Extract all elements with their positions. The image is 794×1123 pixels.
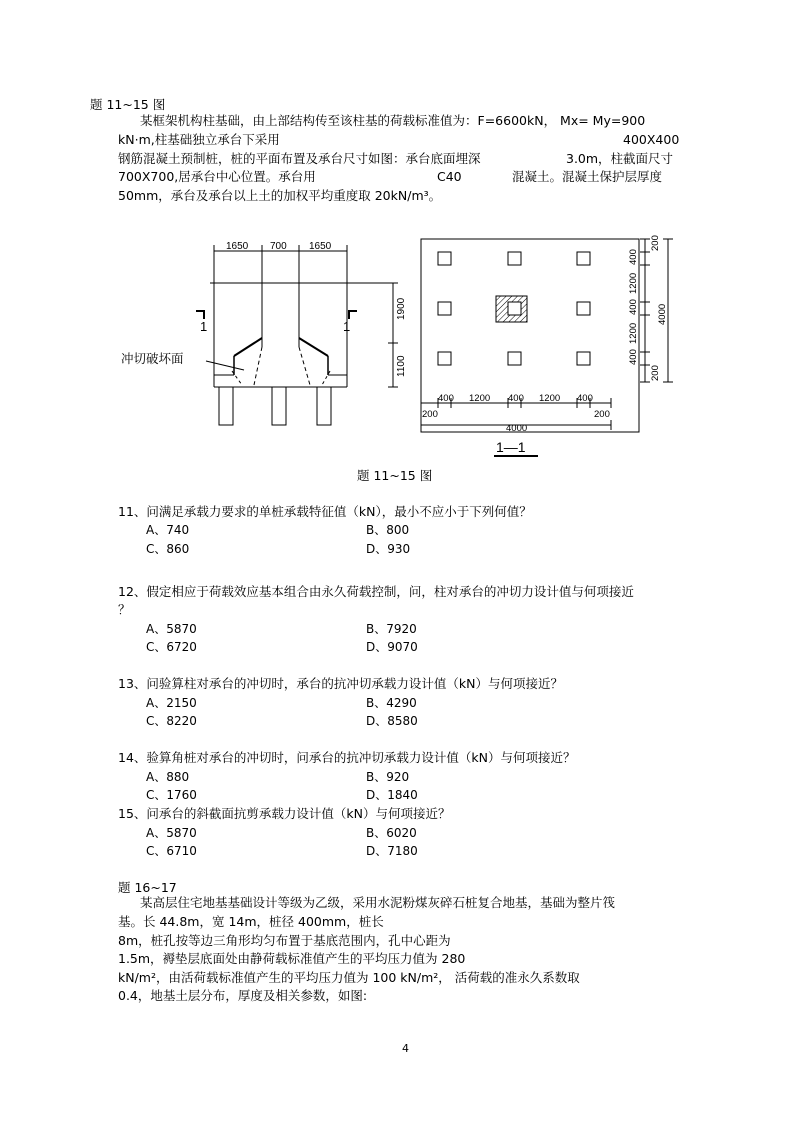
question-14-option-d: D、1840 [366, 788, 418, 802]
question-12-stem: 12、假定相应于荷载效应基本组合由永久荷载控制，问，柱对承台的冲切力设计值与何项接近 [118, 584, 634, 599]
pile-cap-figure [0, 225, 794, 495]
plan-section-label: 1—1 [496, 439, 526, 455]
question-15-option-b: B、6020 [366, 826, 417, 840]
question-15-option-d: D、7180 [366, 844, 418, 858]
plan-dim-right-4: 400 [628, 299, 639, 315]
section1-line-3: 钢筋混凝土预制桩，桩的平面布置及承台尺寸如图：承台底面埋深 [118, 151, 481, 166]
question-15-option-a: A、5870 [146, 826, 197, 840]
question-15-stem: 15、问承台的斜截面抗剪承载力设计值（kN）与何项接近？ [118, 806, 451, 821]
plan-dim-bottom-2: 400 [438, 393, 454, 404]
section2-line-4: 1.5m，褥垫层底面处由静荷载标准值产生的平均压力值为 280 [118, 951, 466, 966]
question-11-option-a: A、740 [146, 523, 190, 537]
question-15-option-c: C、6710 [146, 844, 197, 858]
plan-total-bottom: 4000 [506, 423, 528, 434]
punching-failure-label: 冲切破坏面 [121, 352, 184, 366]
question-14-option-a: A、880 [146, 770, 190, 784]
elev-dim-1650-left: 1650 [226, 241, 249, 252]
question-14-option-c: C、1760 [146, 788, 197, 802]
question-12-stem-cont: ？ [118, 602, 131, 617]
plan-dim-bottom-3: 1200 [469, 393, 491, 404]
page-number: 4 [402, 1042, 409, 1055]
plan-dim-right-7: 200 [650, 365, 661, 381]
section1-line-4: 700X700,居承台中心位置。承台用 [118, 169, 316, 184]
plan-dim-bottom-4: 400 [508, 393, 524, 404]
section1-line-2b: 400X400 [623, 132, 680, 147]
question-12-option-d: D、9070 [366, 640, 418, 654]
figure-caption: 题 11~15 图 [357, 468, 433, 483]
plan-drawing [421, 239, 673, 456]
section1-line-5: 50mm，承台及承台以上土的加权平均重度取 20kN/m³。 [118, 188, 442, 203]
section1-line-4b: C40 [437, 169, 462, 184]
section2-line-6: 0.4，地基土层分布，厚度及相关参数，如图: [118, 988, 368, 1003]
section1-line-2: kN·m,柱基础独立承台下采用 [118, 132, 280, 147]
section1-line-4c: 混凝土。混凝土保护层厚度 [512, 169, 663, 184]
section1-line-3b: 3.0m，柱截面尺寸 [566, 151, 674, 166]
elev-dim-700: 700 [270, 241, 287, 252]
question-13-option-b: B、4290 [366, 696, 417, 710]
elev-section-mark-left: 1 [200, 319, 208, 334]
plan-total-right: 4000 [657, 303, 668, 325]
question-13-option-d: D、8580 [366, 714, 418, 728]
section2-heading: 题 16~17 [118, 880, 177, 895]
section1-heading: 题 11~15 图 [90, 97, 166, 112]
elev-dim-1900: 1900 [396, 297, 407, 320]
question-11-stem: 11、问满足承载力要求的单桩承载特征值（kN），最小不应小于下列何值？ [118, 504, 532, 519]
plan-dim-bottom-1: 200 [422, 409, 438, 420]
question-12-option-b: B、7920 [366, 622, 417, 636]
question-12-option-c: C、6720 [146, 640, 197, 654]
elev-section-mark-right: 1 [343, 319, 351, 334]
question-11-option-b: B、800 [366, 523, 410, 537]
elev-dim-1650-right: 1650 [309, 241, 332, 252]
question-14-option-b: B、920 [366, 770, 410, 784]
question-13-option-c: C、8220 [146, 714, 197, 728]
question-14-stem: 14、验算角桩对承台的冲切时，问承台的抗冲切承载力设计值（kN）与何项接近？ [118, 750, 576, 765]
section2-line-3: 8m，桩孔按等边三角形均匀布置于基底范围内，孔中心距为 [118, 933, 451, 948]
plan-dim-right-5: 1200 [628, 322, 639, 344]
plan-dim-right-3: 1200 [628, 272, 639, 294]
section2-line-2: 基。长 44.8m，宽 14m，桩径 400mm，桩长 [118, 914, 384, 929]
section2-line-5: kN/m²，由活荷载标准值产生的平均压力值为 100 kN/m²， 活荷载的准永久系数取 [118, 970, 580, 985]
plan-dim-right-2: 400 [628, 249, 639, 265]
plan-dim-bottom-5: 1200 [539, 393, 561, 404]
section2-line-1: 某高层住宅地基基础设计等级为乙级，采用水泥粉煤灰碎石桩复合地基，基础为整片筏 [140, 895, 616, 910]
plan-dim-bottom-6: 400 [577, 393, 593, 404]
elevation-drawing [196, 245, 398, 425]
plan-dim-bottom-7: 200 [594, 409, 610, 420]
question-11-option-c: C、860 [146, 542, 190, 556]
section1-line-1: 某框架机构柱基础，由上部结构传至该柱基的荷载标准值为：F=6600kN， Mx= My=900 [140, 113, 646, 128]
plan-dim-right-6: 400 [628, 349, 639, 365]
elev-dim-1100: 1100 [396, 355, 407, 377]
question-13-stem: 13、问验算柱对承台的冲切时，承台的抗冲切承载力设计值（kN）与何项接近？ [118, 676, 563, 691]
question-12-option-a: A、5870 [146, 622, 197, 636]
question-11-option-d: D、930 [366, 542, 411, 556]
plan-dim-right-1: 200 [650, 235, 661, 251]
question-13-option-a: A、2150 [146, 696, 197, 710]
